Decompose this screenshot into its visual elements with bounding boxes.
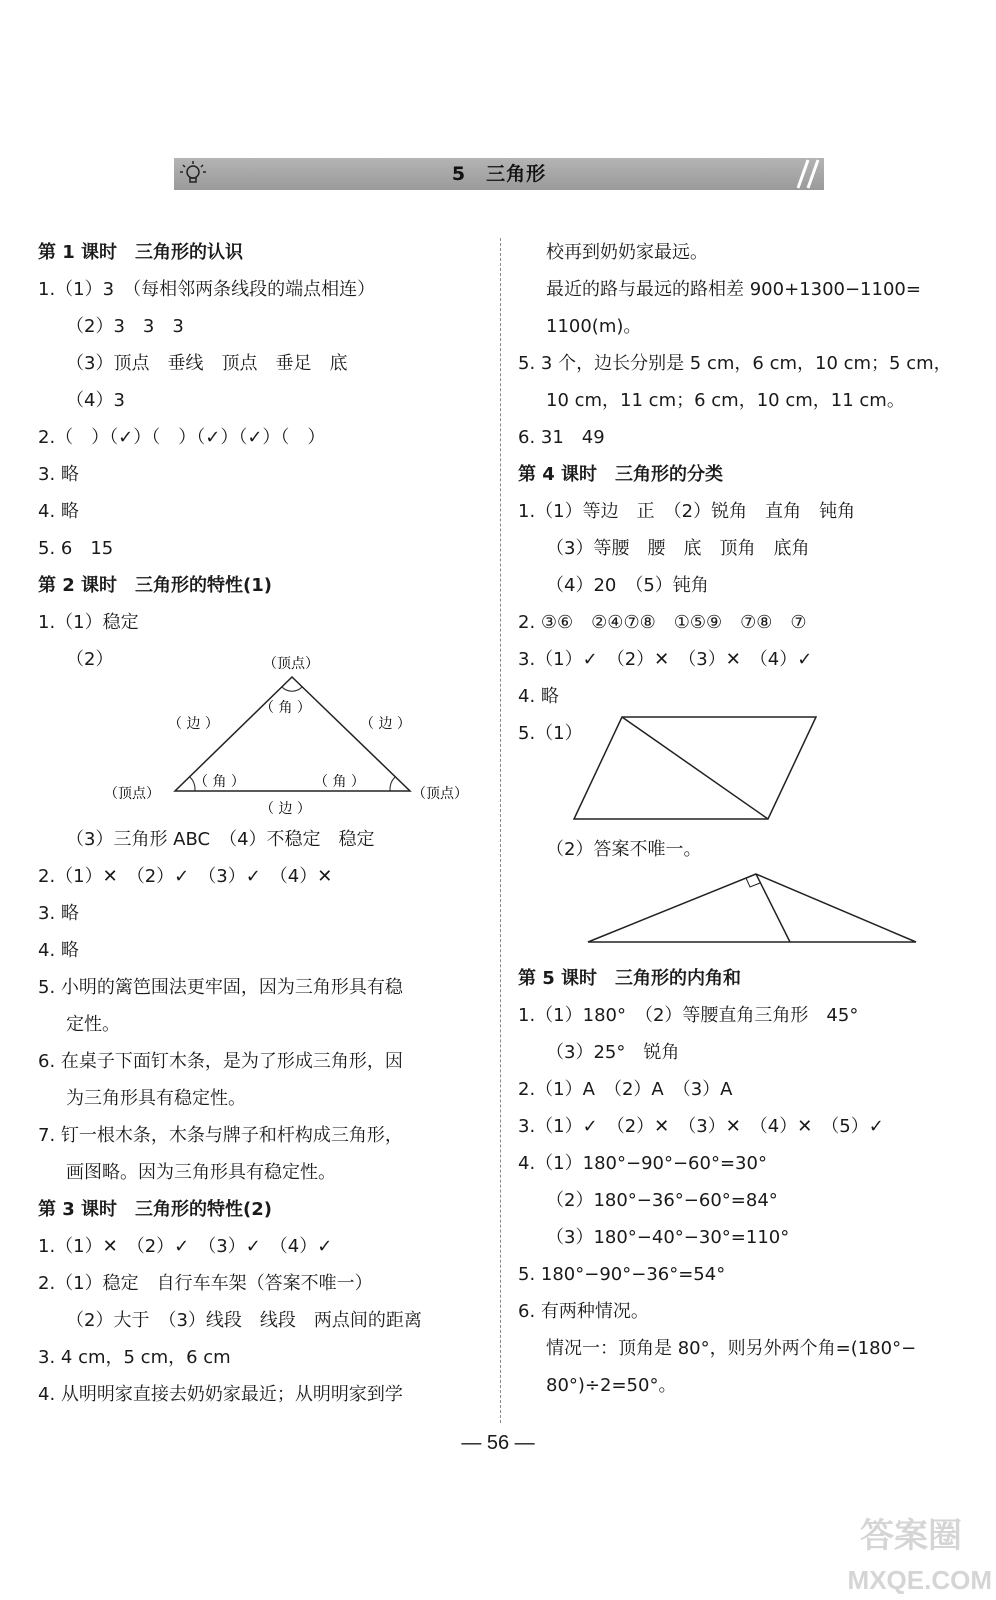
triangle-diagram (38, 641, 488, 821)
answer-line: 3. 略 (38, 903, 79, 924)
answer-line: 2.（1）A （2）A （3）A (518, 1079, 733, 1100)
watermark-logo (817, 1508, 992, 1596)
top-vertex-label: （顶点） (263, 656, 319, 672)
answer-line: （3）等腰 腰 底 顶角 底角 (546, 538, 810, 559)
answer-line: （2）答案不唯一。 (546, 839, 702, 860)
right-angle-label: （ 角 ） (314, 774, 365, 790)
answer-line: 2.（ ）（✓）（ ）（✓）（✓）（ ） (38, 427, 326, 448)
triangle-with-height-figure (518, 868, 968, 960)
answer-line: 4. 略 (518, 686, 559, 707)
answer-line: 3. 略 (38, 464, 79, 485)
answer-line: 6. 有两种情况。 (518, 1301, 649, 1322)
answer-line: 画图略。因为三角形具有稳定性。 (66, 1162, 336, 1183)
page-number: — 56 — (461, 1432, 535, 1454)
slash-decoration-icon (782, 158, 822, 190)
answer-line: 1.（1）等边 正 （2）锐角 直角 钝角 (518, 501, 856, 522)
answer-line: 5. 小明的篱笆围法更牢固，因为三角形具有稳 (38, 977, 403, 998)
lesson-5-heading: 第 5 课时 三角形的内角和 (518, 968, 742, 989)
parallelogram-diagram (518, 715, 968, 831)
answer-line: （3）25° 锐角 (546, 1042, 680, 1063)
lesson-2-heading: 第 2 课时 三角形的特性(1) (38, 575, 273, 596)
answer-line: 2.（1）稳定 自行车车架（答案不唯一） (38, 1273, 373, 1294)
answer-line: 情况一：顶角是 80°，则另外两个角=(180°− (546, 1338, 917, 1359)
answer-line: 6. 在桌子下面钉木条，是为了形成三角形，因 (38, 1051, 403, 1072)
answer-line: 10 cm，11 cm；6 cm，10 cm，11 cm。 (546, 390, 905, 411)
answer-line: 5. 6 15 (38, 538, 114, 559)
right-column (518, 234, 968, 1404)
answer-line: （4）20 （5）钝角 (546, 575, 709, 596)
triangle-height-diagram (518, 868, 968, 960)
lesson-4-heading: 第 4 课时 三角形的分类 (518, 464, 724, 485)
answer-line: 1.（1）稳定 (38, 612, 139, 633)
answer-line: （2） (66, 649, 114, 670)
answer-line: （4）3 (66, 390, 125, 411)
parallelogram-figure (518, 715, 968, 831)
answer-line: 2. ③⑥ ②④⑦⑧ ①⑤⑨ ⑦⑧ ⑦ (518, 612, 807, 633)
right-vertex-label: （顶点） (412, 786, 468, 802)
answer-line: （2）3 3 3 (66, 316, 184, 337)
answer-line: 6. 31 49 (518, 427, 605, 448)
answer-line: （2）大于 （3）线段 线段 两点间的距离 (66, 1310, 422, 1331)
answer-line: 为三角形具有稳定性。 (66, 1088, 246, 1109)
answer-line: 1.（1）✕ （2）✓ （3）✓ （4）✓ (38, 1236, 333, 1257)
answer-line: 5. 180°−90°−36°=54° (518, 1264, 726, 1285)
answer-line: （2）180°−36°−60°=84° (546, 1190, 778, 1211)
answer-line: 5.（1） (518, 723, 583, 744)
lesson-3-heading: 第 3 课时 三角形的特性(2) (38, 1199, 273, 1220)
answer-line: （3）顶点 垂线 顶点 垂足 底 (66, 353, 348, 374)
answer-line: 7. 钉一根木条，木条与牌子和杆构成三角形， (38, 1125, 403, 1146)
answer-line: 最近的路与最远的路相差 900+1300−1100= (546, 279, 921, 300)
answer-line: 校再到奶奶家最远。 (546, 242, 708, 263)
watermark-text: 答案圈 (860, 1516, 962, 1556)
answer-line: 1.（1）3 （每相邻两条线段的端点相连） (38, 279, 376, 300)
answer-line: 3.（1）✓ （2）✕ （3）✕ （4）✓ (518, 649, 813, 670)
answer-line: 3.（1）✓ （2）✕ （3）✕ （4）✕ （5）✓ (518, 1116, 884, 1137)
answer-line: 1100(m)。 (546, 316, 642, 337)
answer-line: 4. 略 (38, 501, 79, 522)
column-divider (500, 238, 501, 1423)
answer-line: 5. 3 个，边长分别是 5 cm，6 cm，10 cm；5 cm， (518, 353, 952, 374)
right-side-label: （ 边 ） (360, 716, 411, 732)
bottom-side-label: （ 边 ） (260, 801, 311, 817)
triangle-parts-diagram (38, 641, 488, 821)
top-angle-label: （ 角 ） (260, 700, 311, 716)
answer-line: 4.（1）180°−90°−60°=30° (518, 1153, 767, 1174)
left-column (38, 234, 488, 1413)
section-title: 5 三角形 (451, 163, 547, 185)
answer-line: 定性。 (66, 1014, 120, 1035)
answer-line: （3）三角形 ABC （4）不稳定 稳定 (66, 829, 375, 850)
left-side-label: （ 边 ） (168, 716, 219, 732)
answer-line: 80°)÷2=50°。 (546, 1375, 677, 1396)
left-vertex-label: （顶点） (104, 786, 160, 802)
answer-line: 2.（1）✕ （2）✓ （3）✓ （4）✕ (38, 866, 333, 887)
lesson-1-heading: 第 1 课时 三角形的认识 (38, 242, 244, 263)
answer-line: （3）180°−40°−30°=110° (546, 1227, 790, 1248)
section-banner (174, 158, 824, 190)
answer-line: 4. 略 (38, 940, 79, 961)
answer-line: 3. 4 cm，5 cm，6 cm (38, 1347, 231, 1368)
watermark-url: MXQE.COM (847, 1565, 992, 1595)
answer-line: 1.（1）180° （2）等腰直角三角形 45° (518, 1005, 859, 1026)
left-angle-label: （ 角 ） (194, 774, 245, 790)
answer-line: 4. 从明明家直接去奶奶家最近；从明明家到学 (38, 1384, 403, 1405)
